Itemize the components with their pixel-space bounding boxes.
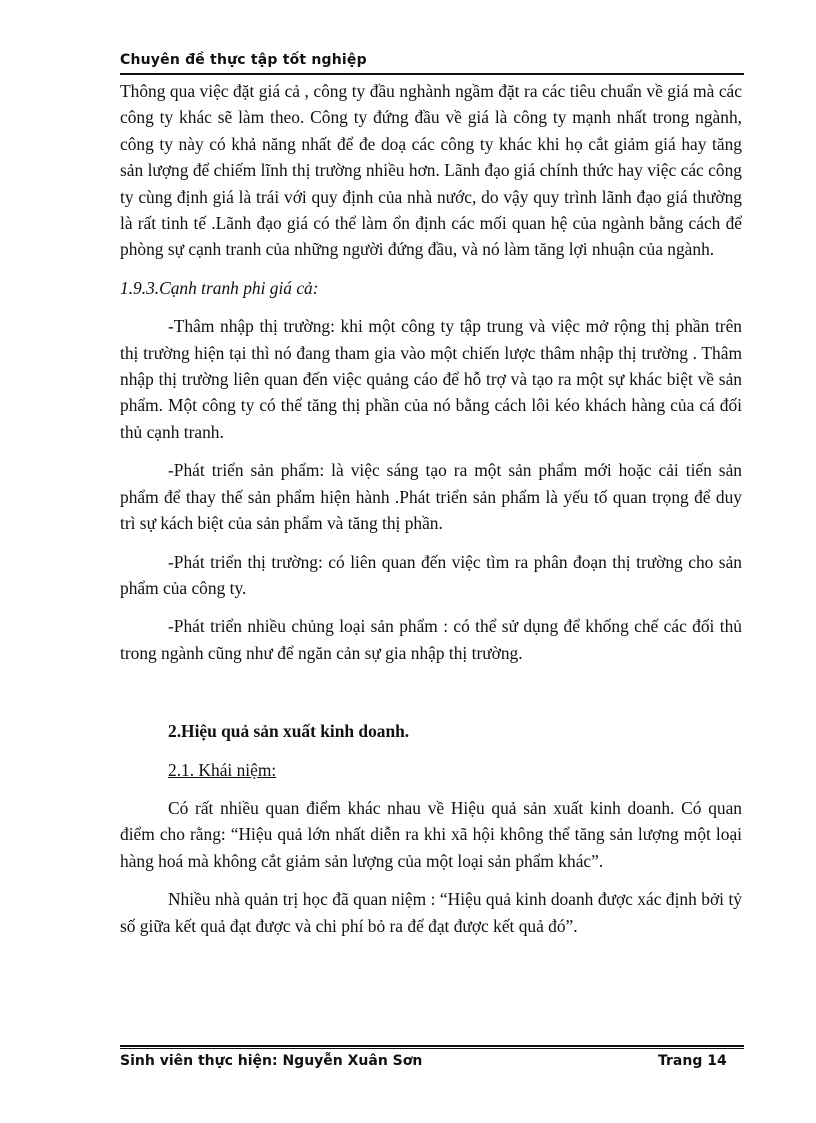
subsection-title-concept <box>120 757 742 783</box>
paragraph-product-development: -Phát triển sản phẩm: là việc sáng tạo ra một sản phẩm mới hoặc cải tiến sản phẩm để thay thế sản phẩm hiện hành .Phát triển sản phẩm là yếu tố quan trọng để duy trì sự kách biệt của sản phẩm và tăng thị phần. <box>120 460 742 534</box>
footer-page-number: Trang 14 <box>658 1053 727 1069</box>
paragraph-concept-1: Có rất nhiều quan điểm khác nhau về Hiệu quả sản xuất kinh doanh. Có quan điểm cho rằng: “Hiệu quả lớn nhất diễn ra khi xã hội không thể tăng sản lượng một loại hàng hoá mà không cắt giảm sản lượng của một loại sản phẩm khác”. <box>120 797 742 871</box>
paragraph-diversification: -Phát triển nhiều chủng loại sản phẩm : có thể sử dụng để khống chế các đối thủ trong ngành cũng như để ngăn cản sự gia nhập thị trường. <box>120 616 742 663</box>
section-title-efficiency: 2.Hiệu quả sản xuất kinh doanh. <box>168 721 410 742</box>
paragraph-concept-2: Nhiều nhà quản trị học đã quan niệm : “Hiệu quả kinh doanh được xác định bởi tỷ số giữa kết quả đạt được và chi phí bỏ ra để đạt được kết quả đó”. <box>120 889 742 936</box>
header-rule <box>120 73 744 75</box>
paragraph-market-penetration: -Thâm nhập thị trường: khi một công ty tập trung và việc mở rộng thị phần trên thị trường hiện tại thì nó đang tham gia vào một chiến lược thâm nhập thị trường . Thâm nhập thị trường liên quan đến việc quảng cáo để hỗ trợ và tạo ra một sự khác biệt về sản phẩm. Một công ty có thể tăng thị phần của nó bằng cách lôi kéo khách hàng của cá đối thủ cạnh tranh. <box>120 316 742 442</box>
paragraph-market-development: -Phát triển thị trường: có liên quan đến việc tìm ra phân đoạn thị trường cho sản phẩm của công ty. <box>120 551 742 598</box>
document-body <box>120 78 742 939</box>
page-header-title: Chuyên đề thực tập tốt nghiệp <box>120 52 367 68</box>
footer-rule-thin <box>120 1048 744 1049</box>
subsection-title-text: 2.1. Khái niệm: <box>168 759 277 780</box>
subheading-non-price-competition: 1.9.3.Cạnh tranh phi giá cả: <box>120 277 319 298</box>
paragraph-price-leadership: Thông qua việc đặt giá cả , công ty đầu nghành ngầm đặt ra các tiêu chuẩn về giá mà các công ty khác sẽ làm theo. Công ty đứng đầu về giá là công ty mạnh nhất trong ngành, công ty này có khả năng nhất để đe doạ các công ty khác khi họ cắt giảm giá hay tăng sản lượng để chiếm lĩnh thị trường nhiều hơn. Lãnh đạo giá chính thức hay việc các công ty cùng định giá là trái với quy định của nhà nước, do vậy quy trình lãnh đạo giá thường là rất tinh tế .Lãnh đạo giá có thể làm ổn định các mối quan hệ của ngành bằng cách để phòng sự cạnh tranh của những người đứng đầu, và nó làm tăng lợi nhuận của ngành. <box>120 81 742 260</box>
footer-student-name: Sinh viên thực hiện: Nguyễn Xuân Sơn <box>120 1053 423 1069</box>
footer-rule <box>120 1045 744 1047</box>
